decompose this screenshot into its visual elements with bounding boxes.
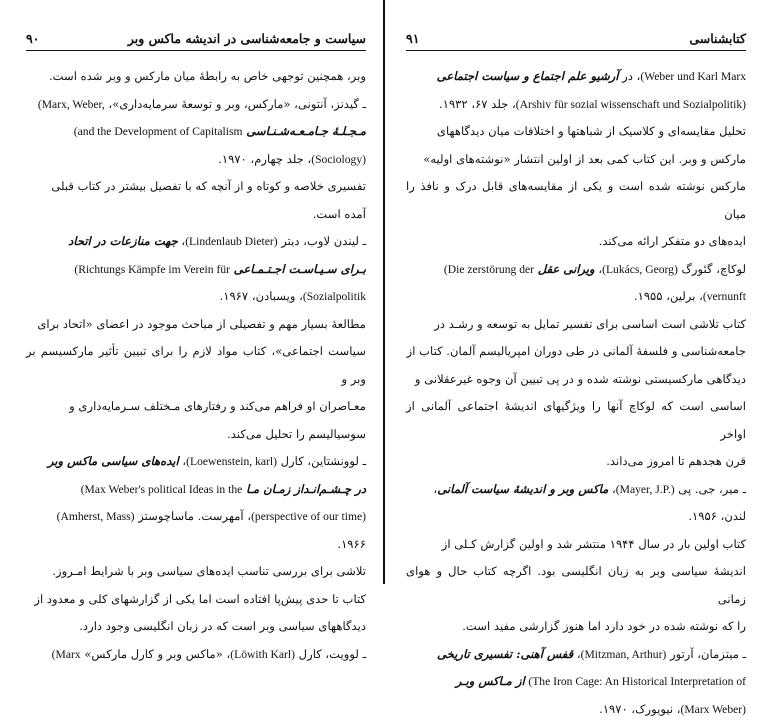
book-title: قفس آهنی: تفسیری تاریخی: [437, 647, 573, 661]
text-segment: مطالعهٔ بسیار مهم و تفصیلی از مباحث موجود در اعضای «اتحاد برای: [37, 317, 366, 331]
text-segment: ـ گیدنز، آنتونی، «مارکس، وبر و توسعهٔ سرمایه‌داری»،: [105, 97, 366, 111]
text-line: [26, 338, 366, 393]
text-line: [26, 91, 366, 119]
text-segment: کتاب تلاشی است اساسی برای تفسیر تمایل به توسعه و رشـد در: [434, 317, 746, 331]
text-segment: مارکس نوشته شده است و یکی از مقایسه‌های قابل درک و نافذ را میان: [406, 179, 746, 221]
text-segment: ، جلد ۶۷، ۱۹۳۲.: [439, 97, 516, 111]
text-segment: وبر، همچنین توجهی خاص به رابطهٔ میان مارکس و وبر شده است.: [49, 69, 366, 83]
right-page-header: [406, 26, 746, 51]
text-line: [26, 311, 366, 339]
book-title: ویرانی عقل: [538, 262, 595, 276]
text-segment: ، «ماکس وبر و کارل مارکس»: [81, 647, 231, 661]
text-line: [26, 283, 366, 311]
latin-text: (perspective of our time): [251, 510, 366, 523]
text-line: [406, 558, 746, 613]
text-segment: معـاصران او فراهم می‌کند و رفتارهای مـختلف سـرمایه‌داری و: [69, 399, 366, 413]
latin-text: (Max Weber's political Ideas in the: [81, 483, 243, 496]
text-line: [406, 91, 746, 119]
text-segment: ، جلد چهارم، ۱۹۷۰.: [218, 152, 311, 166]
text-segment: ، در: [619, 69, 641, 83]
text-segment: ۱۹۶۶.: [337, 537, 366, 551]
latin-text: (Richtungs Kämpfe im Verein für: [74, 263, 230, 276]
text-line: [26, 503, 366, 531]
text-segment: لندن، ۱۹۵۶.: [688, 509, 746, 523]
text-segment: ، ویسبادن، ۱۹۶۷.: [220, 289, 303, 303]
text-line: [406, 311, 746, 339]
text-segment: ، نیویورک، ۱۹۷۰.: [599, 702, 680, 716]
text-line: [26, 476, 366, 504]
text-segment: ،: [573, 647, 580, 661]
text-line: [26, 586, 366, 614]
text-segment: لوکاچ، گئورگ: [678, 262, 746, 276]
right-page: [384, 0, 768, 584]
text-segment: قرن هجدهم تا امروز می‌داند.: [606, 454, 746, 468]
text-segment: ـ لوویت، کارل: [295, 647, 366, 661]
text-line: [26, 558, 366, 586]
text-line: [26, 641, 366, 669]
text-segment: آمده است.: [313, 207, 366, 221]
text-segment: سیاست اجتماعی»، کتاب مواد لازم را برای تبیین تأثیر مارکسیسم بر وبر و: [26, 344, 366, 386]
text-segment: ،: [595, 262, 602, 276]
book-title: بـرای سـیـاسـت اجـتـمـاعی: [234, 262, 366, 276]
latin-text: (Weber und Karl Marx: [640, 70, 746, 83]
latin-text: (Arshiv für sozial wissenschaft und Sozialpolitik): [516, 98, 746, 111]
text-segment: ،: [178, 234, 185, 248]
text-line: [406, 668, 746, 696]
text-segment: تحلیل مقایسه‌ای و کلاسیک از شباهتها و اختلافات میان دیدگاههای: [437, 124, 746, 138]
text-line: [406, 503, 746, 531]
text-line: [26, 393, 366, 421]
text-segment: ایده‌های دو متفکر ارائه می‌کند.: [599, 234, 746, 248]
text-segment: ،: [434, 482, 438, 496]
text-segment: جامعه‌شناسی و فلسفهٔ آلمانی در طی دوران امپریالیسم آلمان. کتاب از: [407, 344, 746, 358]
book-title: آرشیو علم اجتماع و سیاست اجتماعی: [437, 69, 619, 83]
latin-text: (Mayer, J.P.): [616, 483, 675, 496]
left-page-header: [26, 26, 366, 51]
latin-text: (and the Development of Capitalism: [74, 125, 243, 138]
text-segment: تلاشی برای بررسی تناسب ایده‌های سیاسی وبر با شرایط امـروز.: [52, 564, 366, 578]
text-segment: کتاب اولین بار در سال ۱۹۴۴ منتشر شد و اولین گزارش کـلی از: [442, 537, 746, 551]
text-segment: ـ لوونشتاین، کارل: [277, 454, 366, 468]
text-segment: را که نوشته شده در خود دارد اما هنوز گزارشی مفید است.: [462, 619, 746, 633]
text-segment: ـ لیندن لاوب، دیتر: [278, 234, 366, 248]
text-segment: سوسیالیسم را تحلیل می‌کند.: [227, 427, 366, 441]
text-segment: دیدگاههای سیاسی وبر است که در زبان انگلیسی وجود دارد.: [79, 619, 366, 633]
latin-text: (The Iron Cage: An Historical Interpretation of: [528, 675, 746, 688]
right-page-number: ۹۱: [406, 31, 419, 46]
text-line: [406, 476, 746, 504]
text-segment: ، آمهرست. ماساچوستز: [135, 509, 252, 523]
right-page-running-title: کتابشناسی: [689, 31, 746, 46]
text-line: [26, 173, 366, 201]
text-line: [26, 448, 366, 476]
text-line: [406, 118, 746, 146]
latin-text: (Loewenstein, karl): [186, 455, 277, 468]
text-line: [406, 173, 746, 228]
right-page-text: [406, 63, 746, 723]
latin-text: (Marx Weber): [681, 703, 747, 716]
text-line: [406, 696, 746, 723]
text-line: [406, 228, 746, 256]
text-line: [406, 613, 746, 641]
latin-text: (Sozialpolitik: [303, 290, 366, 303]
left-page-text: [26, 63, 366, 668]
latin-text: (Sociology): [311, 153, 366, 166]
text-line: [26, 613, 366, 641]
text-line: [26, 146, 366, 174]
latin-text: (Die zerstörung der: [444, 263, 534, 276]
book-title: از مـاکس وبـر: [456, 674, 525, 688]
text-segment: ،: [179, 454, 186, 468]
latin-text: (vernunft: [703, 290, 746, 303]
text-segment: اندیشهٔ سیاسی وبر به زبان انگلیسی بود. اگرچه کتاب حال و هوای زمانی: [406, 564, 746, 606]
text-segment: کتاب تا حدی پیش‌پا افتاده است اما یکی از گزارشهای کلی و معدود از: [34, 592, 366, 606]
text-line: [26, 201, 366, 229]
text-line: [26, 63, 366, 91]
text-line: [26, 118, 366, 146]
latin-text: (Marx, Weber,: [38, 98, 105, 111]
text-line: [26, 531, 366, 559]
text-line: [406, 448, 746, 476]
text-segment: دیدگاهی مارکسیستی نوشته شده و در پی تبیین آن وجوه غیرعقلانی و: [415, 372, 746, 386]
book-title: جهت منازعات در اتحاد: [68, 234, 178, 248]
left-page-running-title: سیاست و جامعه‌شناسی در اندیشه ماکس وبر: [128, 31, 366, 46]
text-line: [406, 283, 746, 311]
text-line: [406, 531, 746, 559]
text-line: [406, 338, 746, 366]
text-line: [406, 146, 746, 174]
text-line: [406, 393, 746, 448]
text-segment: ، برلین، ۱۹۵۵.: [634, 289, 703, 303]
latin-text: (Löwith Karl): [230, 648, 295, 661]
book-title: در چـشـم‌انـداز زمـان مـا: [246, 482, 366, 496]
latin-text: (Amherst, Mass): [57, 510, 135, 523]
text-segment: ـ میتزمان، آرتور: [666, 647, 746, 661]
text-line: [26, 421, 366, 449]
latin-text: (Lindenlaub Dieter): [185, 235, 277, 248]
text-line: [26, 228, 366, 256]
book-title: مـجـلـهٔ جـامـعـه‌شـنـاسی: [246, 124, 366, 138]
text-line: [406, 366, 746, 394]
left-page: [0, 0, 384, 584]
latin-text: (Lukács, Georg): [602, 263, 678, 276]
text-segment: تفسیری خلاصه و کوتاه و از آنچه که با تفصیل بیشتر در کتاب قبلی: [51, 179, 366, 193]
text-segment: ،: [608, 482, 615, 496]
text-segment: مارکس و وبر. این کتاب کمی بعد از اولین انتشار «نوشته‌های اولیه»: [423, 152, 746, 166]
text-line: [406, 256, 746, 284]
text-segment: اساسی است که لوکاچ آنها را ویژگیهای اندیشهٔ اجتماعی آلمانی از اواخر: [406, 399, 746, 441]
latin-text: (Marx: [52, 648, 81, 661]
text-line: [26, 256, 366, 284]
latin-text: (Mitzman, Arthur): [581, 648, 667, 661]
text-line: [406, 641, 746, 669]
text-segment: ـ میر، جی. پی: [675, 482, 746, 496]
book-title: ایده‌های سیاسی ماکس وبر: [48, 454, 179, 468]
left-page-number: ۹۰: [26, 31, 39, 46]
book-title: ماکس وبر و اندیشهٔ سیاست آلمانی: [437, 482, 608, 496]
text-line: [406, 63, 746, 91]
